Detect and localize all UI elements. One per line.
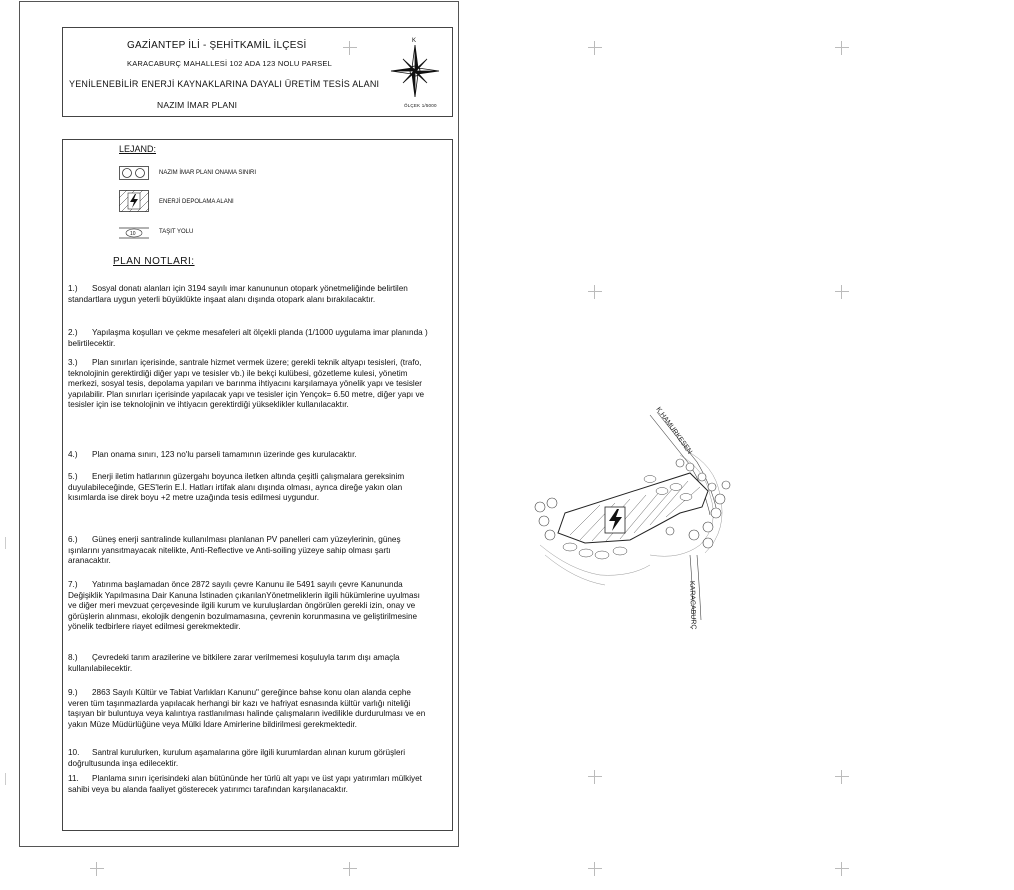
registration-mark (343, 862, 357, 876)
note-text: Plan onama sınırı, 123 no'lu parseli tamamının üzerinde ges kurulacaktır. (92, 450, 357, 459)
note-number: 5.) (68, 472, 78, 481)
plan-sheet (19, 1, 459, 847)
energy-storage-icon (119, 190, 149, 212)
note-number: 6.) (68, 535, 78, 544)
note-number: 8.) (68, 653, 78, 662)
registration-mark (588, 285, 602, 299)
note-text: Santral kurulurken, kurulum aşamalarına göre ilgili kurumlardan alınan kurum görüşleri doğrultusunda inşa edilecektir. (68, 748, 406, 768)
registration-mark (588, 862, 602, 876)
edge-tick (5, 537, 6, 549)
note-text: Yapılaşma koşulları ve çekme mesafeleri alt ölçekli planda (1/1000 uygulama imar planında ) belirtilecektir. (68, 328, 428, 348)
note-number: 10. (68, 748, 80, 757)
registration-mark (835, 770, 849, 784)
note-text: 2863 Sayılı Kültür ve Tabiat Varlıkları Kanunu" gereğince bahse konu olan alanda cephe veren tüm taşınmazlarda yapılacak herhangi bir kazı ve hafriyat esnasında kültür varlığı niteliği taşıyan bir buluntuya veya kalıntıya rastlanılması halinde çalışmaların ivedilikle durdurulması ve en yakın Müze Müdürlüğüne veya Mülki İdare Amirlerine bildirilmesi gerekmektedir. (68, 688, 426, 729)
legend-label-energy-storage: ENERJİ DEPOLAMA ALANI (159, 199, 234, 205)
north-arrow-icon (389, 34, 441, 100)
plan-note (68, 653, 430, 674)
note-text: Enerji iletim hatlarının güzergahı boyunca iletken altında çeşitli çalışmalara gereksinim duyulabileceğinde, GES'lerin E.İ. Hatları irtifak alanı dışında olması, ayrıca direğe yakın olan kısımlarda ise direk boyu +2 metre uzağında tesis edilmesi uygundur. (68, 472, 405, 502)
note-number: 11. (68, 774, 79, 783)
note-number: 1.) (68, 284, 78, 293)
road-label-k-hamurkesen: K.HAMURKESEN (654, 406, 693, 456)
facility-title: YENİLENEBİLİR ENERJİ KAYNAKLARINA DAYALI ÜRETİM TESİS ALANI (69, 79, 380, 89)
note-text: Yatırıma başlamadan önce 2872 sayılı çevre Kanunu ile 5491 sayılı çevre Kanununda Değişiklik Yapılmasına Dair Kanuna İstinaden çıkarılanYönetmeliklerin ilgili hükümlerine uyulması ve diğer meri mevzuat çerçevesinde ilgili kurum ve kuruluşlardan öngörülen gerekli izin, onay ve görüşlerin alınması, ekolojik dengenin bozulmamasına, çevrenin korunmasına ve geliştirilmesine yönelik tedbirlere riayet edilmesi gerekmektedir. (68, 580, 420, 631)
note-text: Sosyal donatı alanları için 3194 sayılı imar kanununun otopark yönetmeliğinde belirtilen standartlara uygun yeterli büyüklükte inşaat alanı dışında otopark alanı bırakılacaktır. (68, 284, 408, 304)
note-text: Güneş enerji santralinde kullanılması planlanan PV panelleri cam yüzeylerinin, güneş ışınlarını yansıtmayacak nitelikte, Anti-Reflective ve Anti-soiling yüzeye sahip olması şartı aranacaktır. (68, 535, 401, 565)
registration-mark (835, 285, 849, 299)
plan-note (68, 748, 430, 769)
plan-boundary-icon (119, 166, 149, 180)
road-width-value: 10 (130, 231, 136, 237)
title-block (62, 27, 453, 117)
note-number: 9.) (68, 688, 78, 697)
plan-note (68, 535, 430, 567)
registration-mark (588, 770, 602, 784)
legend-and-notes-panel (62, 139, 453, 831)
province-title: GAZİANTEP İLİ - ŞEHİTKAMİL İLÇESİ (127, 40, 307, 51)
scale-label: ÖLÇEK 1/5000 (404, 103, 437, 108)
edge-tick (5, 773, 6, 785)
legend-label-road: TAŞIT YOLU (159, 229, 194, 235)
plan-note (68, 358, 430, 411)
legend-label-plan-boundary: NAZIM İMAR PLANI ONAMA SINIRI (159, 170, 257, 176)
note-number: 3.) (68, 358, 78, 367)
note-text: Planlama sınırı içerisindeki alan bütününde her türlü alt yapı ve üst yapı yatırımları mülkiyet sahibi veya bu alanda faaliyet gösterecek yatırımcı tarafından karşılanacaktır. (68, 774, 422, 794)
registration-mark (90, 862, 104, 876)
road-icon (119, 226, 149, 240)
note-number: 4.) (68, 450, 78, 459)
legend-heading: LEJAND: (119, 144, 157, 154)
plan-note (68, 774, 430, 795)
road-label-karaca-burc: KARACABURÇ (688, 580, 697, 630)
plan-note (68, 472, 430, 504)
registration-mark (835, 862, 849, 876)
registration-mark (588, 41, 602, 55)
plan-notes-heading: PLAN NOTLARI: (113, 256, 195, 267)
parcel-title: KARACABURÇ MAHALLESİ 102 ADA 123 NOLU PARSEL (127, 59, 332, 68)
note-text: Plan sınırları içerisinde, santrale hizmet vermek üzere; gerekli teknik altyapı tesisleri, (trafo, teknolojinin gerektirdiği diğer yapı ve tesisler vb.) ile bekçi kulübesi, gözetleme kulesi, yönetim merkezi, sosyal tesis, depolama yapıları ve barınma ihtiyacını karşılamaya yönelik yapı ve tesisler yapılabilir. Plan sınırları içerisinde yapılacak yapı ve tesisler için Yençok= 6.50 metre, diğer yapı ve tesisler için ise teknolojinin ve ihtiyacın gerektirdiği yükseklikler kullanılacaktır. (68, 358, 425, 409)
note-number: 7.) (68, 580, 78, 589)
plan-type-title: NAZIM İMAR PLANI (157, 100, 238, 110)
plan-note (68, 450, 430, 461)
north-letter: K (412, 38, 417, 44)
plan-note (68, 688, 430, 730)
plan-note (68, 580, 430, 633)
note-number: 2.) (68, 328, 78, 337)
registration-mark (343, 41, 357, 55)
registration-mark (835, 41, 849, 55)
plan-note (68, 328, 430, 349)
site-plan-drawing (530, 395, 750, 635)
plan-boundary (558, 473, 708, 543)
note-text: Çevredeki tarım arazilerine ve bitkilere zarar verilmemesi koşuluyla tarım dışı amaçla kullanılabilecektir. (68, 653, 400, 673)
plan-note (68, 284, 430, 305)
